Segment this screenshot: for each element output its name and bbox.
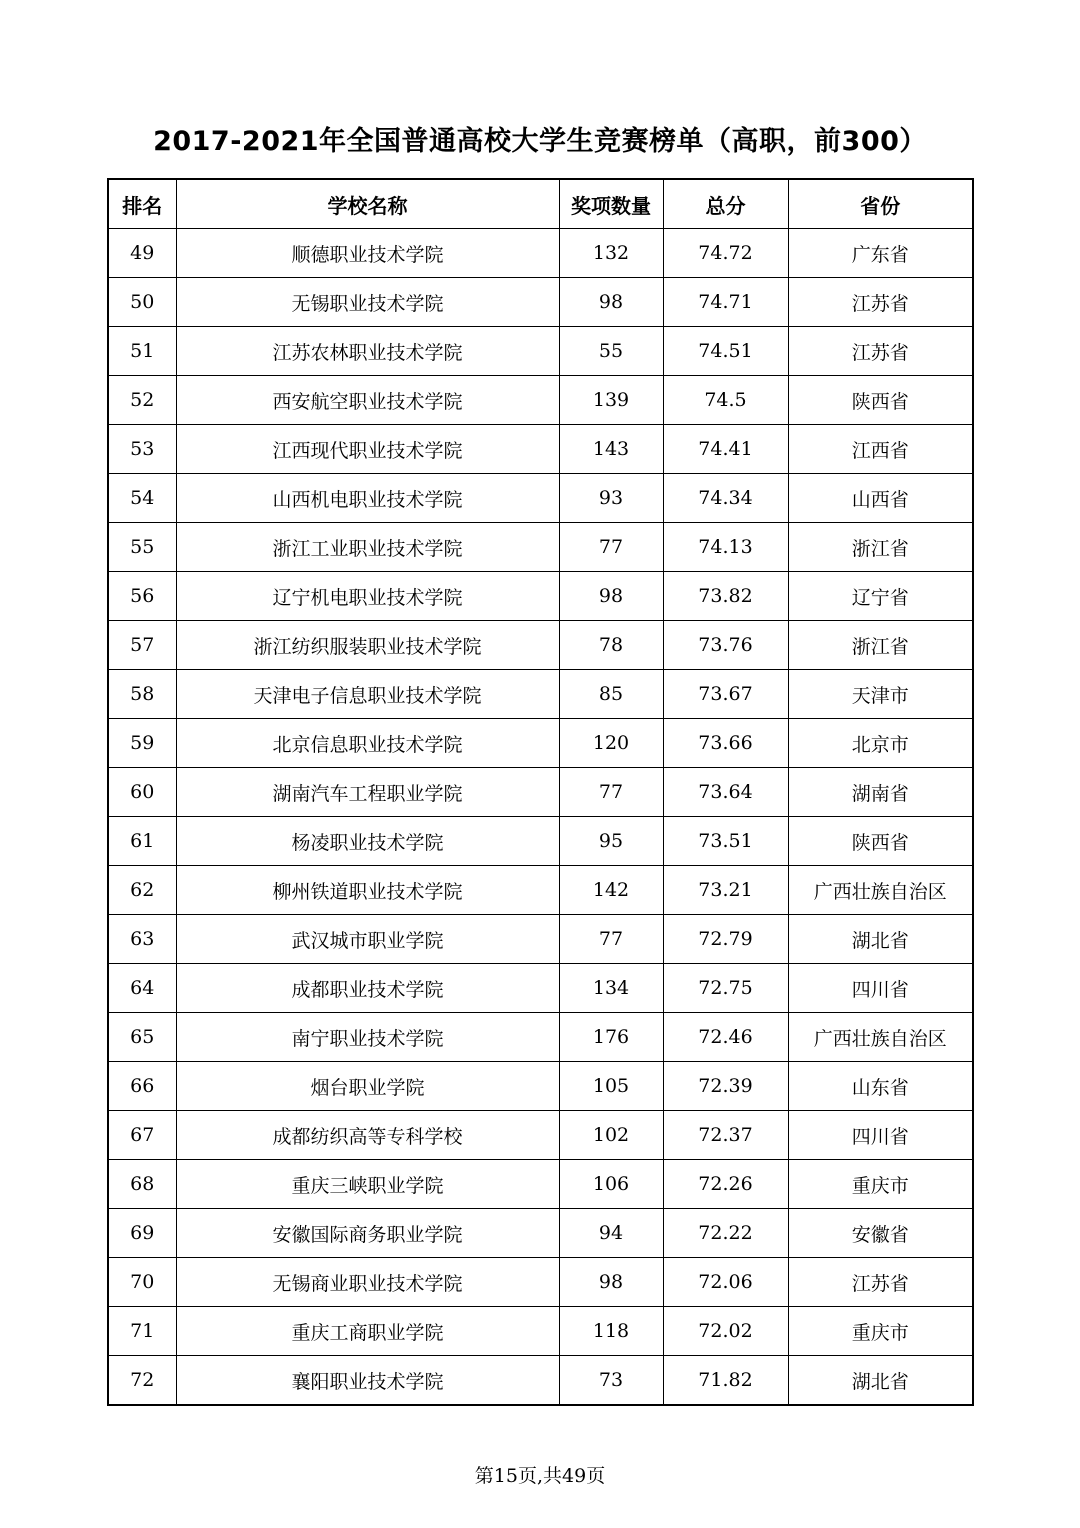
school-name-cell: 天津电子信息职业技术学院: [176, 670, 559, 719]
award-count-cell: 85: [559, 670, 663, 719]
province-cell: 四川省: [788, 964, 973, 1013]
province-cell: 陕西省: [788, 376, 973, 425]
rank-cell: 54: [108, 474, 176, 523]
total-score-cell: 74.41: [663, 425, 788, 474]
rank-cell: 72: [108, 1356, 176, 1406]
table-row: [108, 1111, 973, 1160]
rank-cell: 56: [108, 572, 176, 621]
total-score-cell: 72.26: [663, 1160, 788, 1209]
school-name-cell: 柳州铁道职业技术学院: [176, 866, 559, 915]
table-body: [108, 229, 973, 1406]
total-score-cell: 73.76: [663, 621, 788, 670]
award-count-cell: 98: [559, 278, 663, 327]
total-score-cell: 74.71: [663, 278, 788, 327]
total-score-cell: 72.37: [663, 1111, 788, 1160]
total-score-cell: 73.67: [663, 670, 788, 719]
school-name-cell: 成都纺织高等专科学校: [176, 1111, 559, 1160]
table-row: [108, 278, 973, 327]
school-name-cell: 江西现代职业技术学院: [176, 425, 559, 474]
school-name-cell: 北京信息职业技术学院: [176, 719, 559, 768]
table-row: [108, 1356, 973, 1406]
total-score-cell: 72.46: [663, 1013, 788, 1062]
award-count-cell: 102: [559, 1111, 663, 1160]
rank-cell: 62: [108, 866, 176, 915]
award-count-cell: 93: [559, 474, 663, 523]
table-row: [108, 572, 973, 621]
rank-cell: 52: [108, 376, 176, 425]
school-name-cell: 武汉城市职业学院: [176, 915, 559, 964]
table-row: [108, 1013, 973, 1062]
total-score-cell: 73.82: [663, 572, 788, 621]
total-score-cell: 74.13: [663, 523, 788, 572]
rank-cell: 64: [108, 964, 176, 1013]
rank-cell: 53: [108, 425, 176, 474]
school-name-cell: 浙江纺织服装职业技术学院: [176, 621, 559, 670]
province-cell: 湖南省: [788, 768, 973, 817]
total-score-cell: 72.79: [663, 915, 788, 964]
total-score-cell: 72.75: [663, 964, 788, 1013]
table-row: [108, 1062, 973, 1111]
award-count-cell: 142: [559, 866, 663, 915]
total-score-cell: 74.5: [663, 376, 788, 425]
province-cell: 广西壮族自治区: [788, 866, 973, 915]
table-row: [108, 327, 973, 376]
province-cell: 四川省: [788, 1111, 973, 1160]
school-name-cell: 顺德职业技术学院: [176, 229, 559, 278]
total-score-cell: 72.02: [663, 1307, 788, 1356]
rank-cell: 68: [108, 1160, 176, 1209]
award-count-cell: 176: [559, 1013, 663, 1062]
award-count-cell: 143: [559, 425, 663, 474]
school-name-cell: 重庆工商职业学院: [176, 1307, 559, 1356]
province-cell: 湖北省: [788, 1356, 973, 1406]
table-row: [108, 1307, 973, 1356]
total-score-cell: 74.34: [663, 474, 788, 523]
province-cell: 浙江省: [788, 523, 973, 572]
school-name-cell: 山西机电职业技术学院: [176, 474, 559, 523]
rank-cell: 58: [108, 670, 176, 719]
award-count-cell: 77: [559, 523, 663, 572]
award-count-cell: 98: [559, 572, 663, 621]
rank-cell: 71: [108, 1307, 176, 1356]
ranking-table: [107, 178, 974, 1406]
table-row: [108, 670, 973, 719]
rank-cell: 66: [108, 1062, 176, 1111]
header-province: 省份: [788, 179, 973, 229]
total-score-cell: 72.22: [663, 1209, 788, 1258]
province-cell: 安徽省: [788, 1209, 973, 1258]
total-score-cell: 73.51: [663, 817, 788, 866]
province-cell: 陕西省: [788, 817, 973, 866]
award-count-cell: 73: [559, 1356, 663, 1406]
school-name-cell: 安徽国际商务职业学院: [176, 1209, 559, 1258]
province-cell: 湖北省: [788, 915, 973, 964]
province-cell: 重庆市: [788, 1307, 973, 1356]
province-cell: 天津市: [788, 670, 973, 719]
school-name-cell: 烟台职业学院: [176, 1062, 559, 1111]
school-name-cell: 湖南汽车工程职业学院: [176, 768, 559, 817]
school-name-cell: 辽宁机电职业技术学院: [176, 572, 559, 621]
rank-cell: 49: [108, 229, 176, 278]
total-score-cell: 73.66: [663, 719, 788, 768]
province-cell: 山西省: [788, 474, 973, 523]
province-cell: 江苏省: [788, 1258, 973, 1307]
province-cell: 广西壮族自治区: [788, 1013, 973, 1062]
total-score-cell: 72.39: [663, 1062, 788, 1111]
award-count-cell: 55: [559, 327, 663, 376]
table-row: [108, 817, 973, 866]
total-score-cell: 74.51: [663, 327, 788, 376]
header-school-name: 学校名称: [176, 179, 559, 229]
table-header-row: [108, 179, 973, 229]
rank-cell: 57: [108, 621, 176, 670]
school-name-cell: 襄阳职业技术学院: [176, 1356, 559, 1406]
school-name-cell: 江苏农林职业技术学院: [176, 327, 559, 376]
total-score-cell: 73.64: [663, 768, 788, 817]
award-count-cell: 94: [559, 1209, 663, 1258]
table-row: [108, 621, 973, 670]
total-score-cell: 71.82: [663, 1356, 788, 1406]
rank-cell: 51: [108, 327, 176, 376]
province-cell: 江苏省: [788, 278, 973, 327]
page-title: 2017-2021年全国普通高校大学生竞赛榜单（高职，前300）: [153, 126, 927, 157]
award-count-cell: 95: [559, 817, 663, 866]
province-cell: 江苏省: [788, 327, 973, 376]
table-row: [108, 915, 973, 964]
total-score-cell: 72.06: [663, 1258, 788, 1307]
school-name-cell: 杨凌职业技术学院: [176, 817, 559, 866]
rank-cell: 65: [108, 1013, 176, 1062]
award-count-cell: 77: [559, 915, 663, 964]
award-count-cell: 132: [559, 229, 663, 278]
rank-cell: 61: [108, 817, 176, 866]
rank-cell: 55: [108, 523, 176, 572]
award-count-cell: 105: [559, 1062, 663, 1111]
rank-cell: 67: [108, 1111, 176, 1160]
school-name-cell: 南宁职业技术学院: [176, 1013, 559, 1062]
header-rank: 排名: [108, 179, 176, 229]
province-cell: 江西省: [788, 425, 973, 474]
table-row: [108, 376, 973, 425]
table-row: [108, 768, 973, 817]
school-name-cell: 西安航空职业技术学院: [176, 376, 559, 425]
table-row: [108, 1258, 973, 1307]
table-row: [108, 1209, 973, 1258]
award-count-cell: 120: [559, 719, 663, 768]
award-count-cell: 139: [559, 376, 663, 425]
school-name-cell: 浙江工业职业技术学院: [176, 523, 559, 572]
rank-cell: 60: [108, 768, 176, 817]
rank-cell: 63: [108, 915, 176, 964]
province-cell: 北京市: [788, 719, 973, 768]
province-cell: 重庆市: [788, 1160, 973, 1209]
table-row: [108, 964, 973, 1013]
rank-cell: 69: [108, 1209, 176, 1258]
table-row: [108, 719, 973, 768]
table-row: [108, 474, 973, 523]
award-count-cell: 98: [559, 1258, 663, 1307]
header-total-score: 总分: [663, 179, 788, 229]
award-count-cell: 78: [559, 621, 663, 670]
province-cell: 广东省: [788, 229, 973, 278]
province-cell: 浙江省: [788, 621, 973, 670]
school-name-cell: 无锡商业职业技术学院: [176, 1258, 559, 1307]
rank-cell: 50: [108, 278, 176, 327]
rank-cell: 70: [108, 1258, 176, 1307]
award-count-cell: 118: [559, 1307, 663, 1356]
province-cell: 山东省: [788, 1062, 973, 1111]
award-count-cell: 134: [559, 964, 663, 1013]
table-row: [108, 866, 973, 915]
school-name-cell: 无锡职业技术学院: [176, 278, 559, 327]
rank-cell: 59: [108, 719, 176, 768]
table-row: [108, 425, 973, 474]
page-footer: 第15页,共49页: [474, 1465, 606, 1487]
award-count-cell: 106: [559, 1160, 663, 1209]
school-name-cell: 重庆三峡职业学院: [176, 1160, 559, 1209]
school-name-cell: 成都职业技术学院: [176, 964, 559, 1013]
province-cell: 辽宁省: [788, 572, 973, 621]
total-score-cell: 74.72: [663, 229, 788, 278]
table-row: [108, 1160, 973, 1209]
table-row: [108, 523, 973, 572]
award-count-cell: 77: [559, 768, 663, 817]
table-row: [108, 229, 973, 278]
header-award-count: 奖项数量: [559, 179, 663, 229]
total-score-cell: 73.21: [663, 866, 788, 915]
